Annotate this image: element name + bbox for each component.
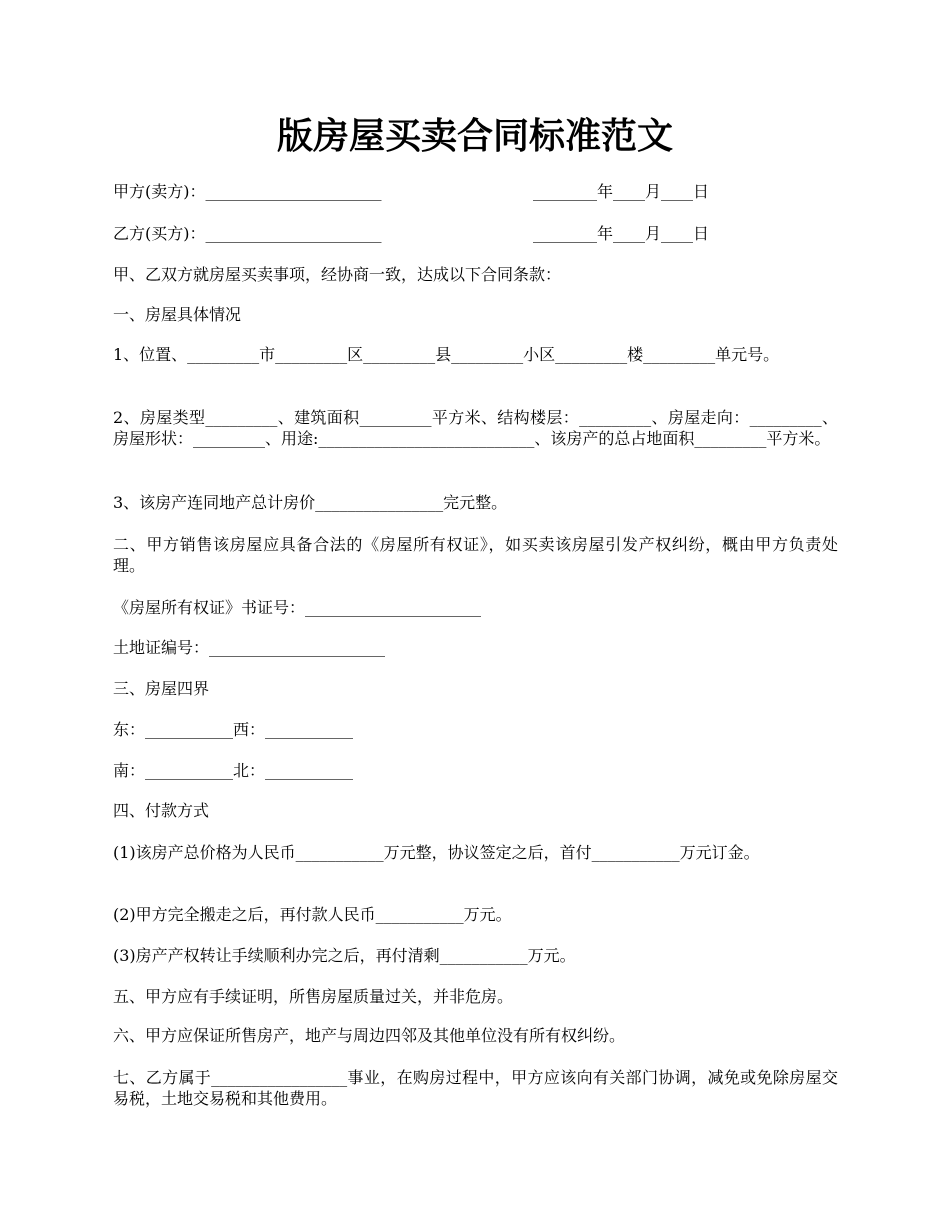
payment-2: (2)甲方完全搬走之后，再付款人民币___________万元。 [113,905,512,924]
section-4-heading: 四、付款方式 [113,801,210,820]
payment-3: (3)房产产权转让手续顺利办完之后，再付清剩___________万元。 [113,946,576,965]
payment-1: (1)该房产总价格为人民币___________万元整，协议签定之后，首付___________万元订金。 [113,843,760,862]
east-west-boundary: 东：___________西：___________ [113,720,354,739]
item-1-location: 1、位置、_________市_________区_________县_________小区_________楼_________单元号。 [113,345,780,364]
item-3-price: 3、该房产连同地产总计房价________________完元整。 [113,493,508,512]
section-1-heading: 一、房屋具体情况 [113,305,242,324]
section-7-text: 七、乙方属于_________________事业，在购房过程中，甲方应该向有关部门协调，减免或免除房屋交易税，土地交易税和其他费用。 [113,1068,838,1108]
south-north-boundary: 南：___________北：___________ [113,761,354,780]
section-5-text: 五、甲方应有手续证明，所售房屋质量过关，并非危房。 [113,987,514,1006]
certificate-number: 《房屋所有权证》书证号：______________________ [113,598,482,617]
party-b-date: ________年____月____日 [533,224,710,243]
document-title: 版房屋买卖合同标准范文 [276,115,673,157]
intro-text: 甲、乙双方就房屋买卖事项，经协商一致，达成以下合同条款： [113,265,562,284]
party-b-line: 乙方(买方)：______________________ [113,224,382,243]
party-a-line: 甲方(卖方)：______________________ [113,182,382,201]
land-certificate-number: 土地证编号：______________________ [113,638,386,657]
section-6-text: 六、甲方应保证所售房产，地产与周边四邻及其他单位没有所有权纠纷。 [113,1026,626,1045]
section-3-heading: 三、房屋四界 [113,679,210,698]
section-2-text: 二、甲方销售该房屋应具备合法的《房屋所有权证》，如买卖该房屋引发产权纠纷，概由甲方负责处理。 [113,535,838,575]
item-2-house-type: 2、房屋类型_________、建筑面积_________平方米、结构楼层：_________、房屋走向：_________、房屋形状：_________、用途:___________________________、该房产的总占地面积_________平方米。 [113,408,838,448]
party-a-date: ________年____月____日 [533,182,710,201]
